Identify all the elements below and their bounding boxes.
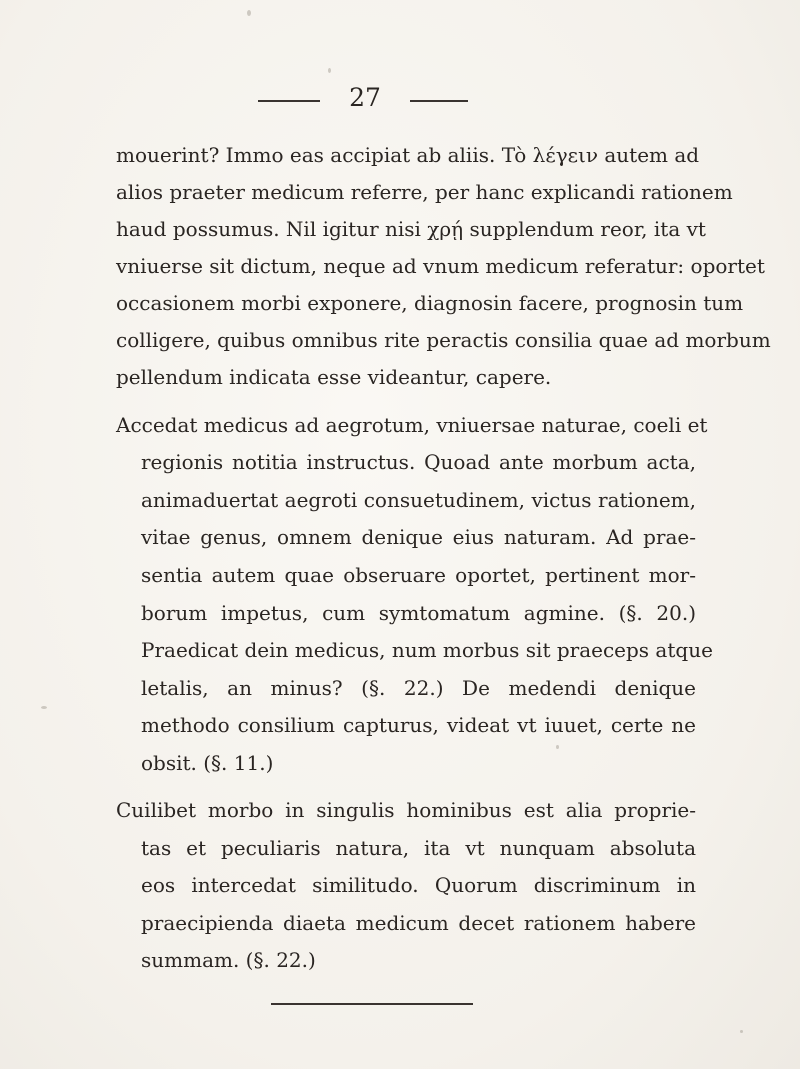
paragraph-1-line: alios praeter medicum referre, per hanc explicandi rationem: [116, 180, 733, 204]
paragraph-2-line: animaduertat aegroti consuetudinem, victus rationem,: [141, 488, 696, 512]
footer-rule: [271, 1003, 473, 1005]
paragraph-1-line: pellendum indicata esse videantur, capere.: [116, 365, 552, 389]
paper-speck: [247, 10, 251, 16]
paragraph-2-line: vitae genus, omnem denique eius naturam. Ad prae-: [141, 525, 696, 549]
paper-speck: [556, 745, 559, 749]
paper-speck: [41, 706, 47, 709]
paragraph-3-line: Cuilibet morbo in singulis hominibus est alia proprie-: [116, 798, 696, 822]
paper-speck: [328, 68, 331, 73]
paragraph-2-line: borum impetus, cum symtomatum agmine. (§. 20.): [141, 601, 696, 625]
paragraph-1-line: mouerint? Immo eas accipiat ab aliis. Tò λέγειν autem ad: [116, 143, 700, 167]
paragraph-3-line: eos intercedat similitudo. Quorum discriminum in: [141, 873, 696, 897]
paragraph-2-line: obsit. (§. 11.): [141, 751, 274, 775]
paragraph-1-line: vniuerse sit dictum, neque ad vnum medicum referatur: oportet: [116, 254, 765, 278]
paragraph-2-line: letalis, an minus? (§. 22.) De medendi denique: [141, 676, 696, 700]
paragraph-1-line: occasionem morbi exponere, diagnosin facere, prognosin tum: [116, 291, 744, 315]
paragraph-2-line: regionis notitia instructus. Quoad ante morbum acta,: [141, 450, 696, 474]
paragraph-1-line: colligere, quibus omnibus rite peractis consilia quae ad morbum: [116, 328, 771, 352]
page-number: 27: [349, 83, 381, 112]
paragraph-2-line: methodo consilium capturus, videat vt iuuet, certe ne: [141, 713, 696, 737]
paragraph-3-line: praecipienda diaeta medicum decet rationem habere: [141, 911, 696, 935]
paragraph-1-line: haud possumus. Nil igitur nisi χρῄ supplendum reor, ita vt: [116, 217, 706, 241]
paragraph-2-line: sentia autem quae obseruare oportet, pertinent mor-: [141, 563, 696, 587]
paragraph-2-line: Accedat medicus ad aegrotum, vniuersae naturae, coeli et: [116, 413, 708, 437]
header-rule-right: [410, 100, 468, 102]
paper-speck: [740, 1030, 743, 1033]
header-rule-left: [258, 100, 320, 102]
paragraph-2-line: Praedicat dein medicus, num morbus sit praeceps atque: [141, 638, 713, 662]
paragraph-3-line: tas et peculiaris natura, ita vt nunquam absoluta: [141, 836, 696, 860]
paragraph-3-line: summam. (§. 22.): [141, 948, 316, 972]
